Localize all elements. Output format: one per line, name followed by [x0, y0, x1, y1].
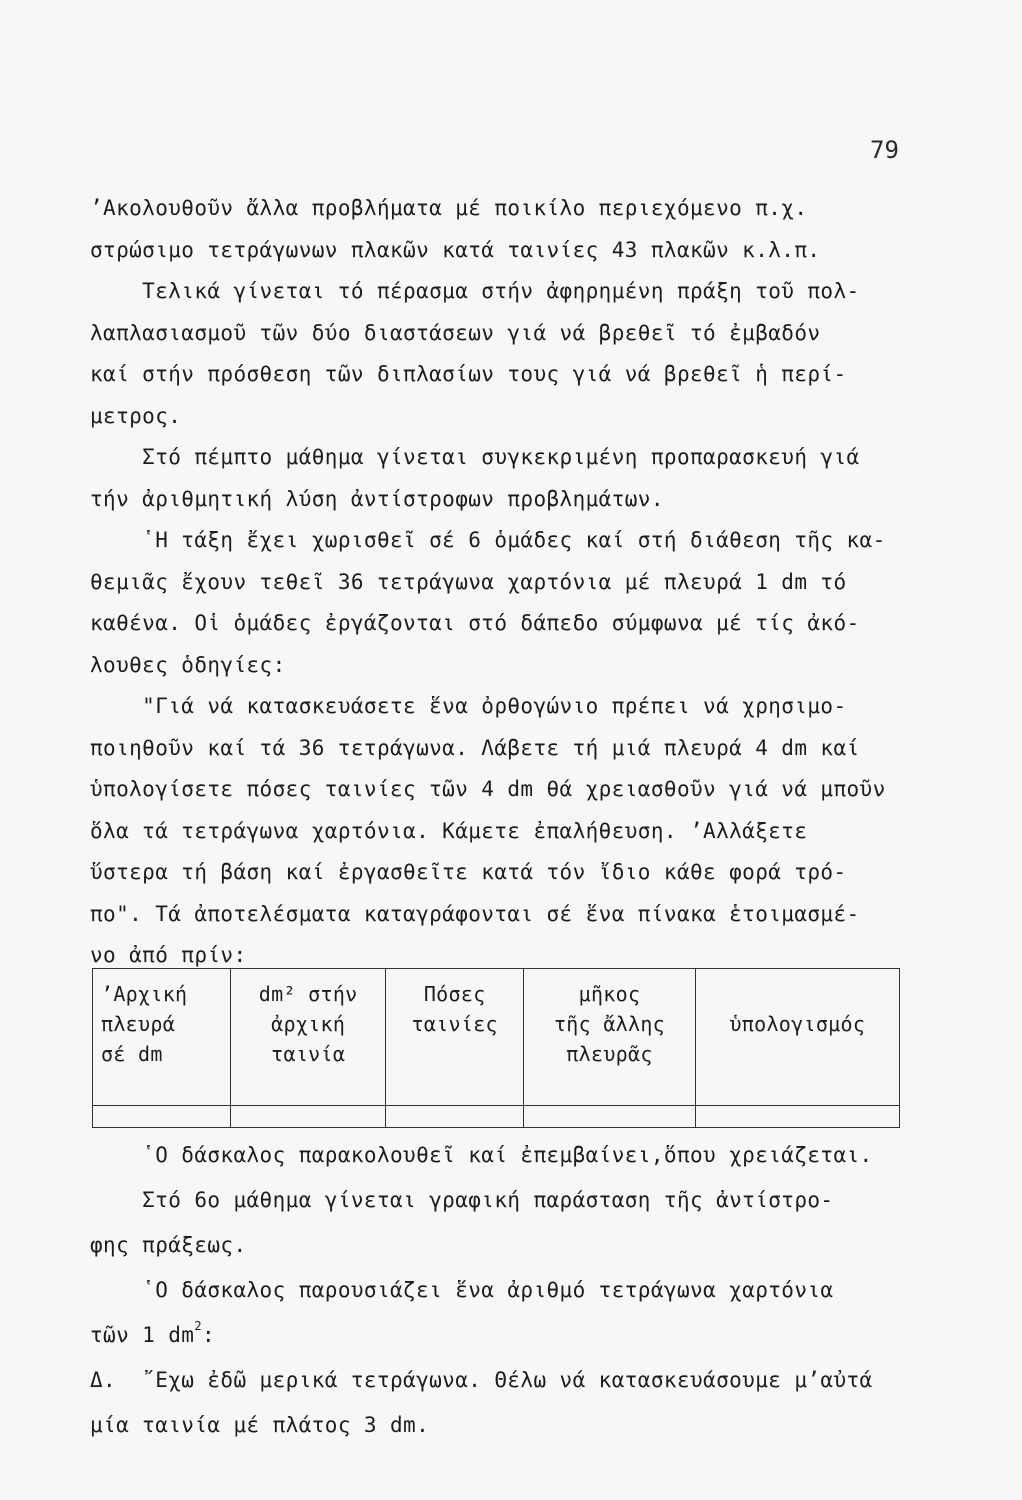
text-line: λουθες ὁδηγίες: [90, 652, 286, 677]
text-line: πο". Τά ἀποτελέσματα καταγράφονται σέ ἕνα πίνακα ἑτοιμασμέ- [90, 901, 860, 926]
table-header-cell: Πόσες ταινίες [386, 969, 524, 1106]
table-header-cell: ’Αρχική πλευρά σέ dm [93, 969, 231, 1106]
text-line: τήν ἀριθμητική λύση ἀντίστροφων προβλημάτων. [90, 486, 664, 511]
text-line: "Γιά νά κατασκευάσετε ἕνα ὀρθογώνιο πρέπει νά χρησιμο- [90, 694, 847, 718]
table-row [93, 1106, 900, 1128]
table-cell [695, 1106, 899, 1128]
text-span: : [201, 1323, 216, 1347]
text-line: Τελικά γίνεται τό πέρασμα στήν ἀφηρημένη πράξη τοῦ πολ- [90, 279, 860, 303]
text-span: τῶν 1 dm [90, 1323, 195, 1347]
page-number: 79 [870, 136, 899, 164]
text-line: ῾Ο δάσκαλος παρακολουθεῖ καί ἐπεμβαίνει,ὅπου χρειάζεται. [90, 1143, 873, 1167]
text-line: ῾Ο δάσκαλος παρουσιάζει ἕνα ἀριθμό τετράγωνα χαρτόνια [90, 1278, 834, 1302]
table-header-row [93, 969, 900, 1106]
text-line: ὑπολογίσετε πόσες ταινίες τῶν 4 dm θά χρειασθοῦν γιά νά μποῦν [90, 777, 886, 801]
text-line: ’Ακολουθοῦν ἄλλα προβλήματα μέ ποικίλο περιεχόμενο π.χ. [90, 196, 808, 220]
text-line: ὕστερα τή βάση καί ἐργασθεῖτε κατά τόν ἴδιο κάθε φορά τρό- [90, 860, 847, 884]
text-line: φης πράξεως. [90, 1233, 247, 1257]
text-line: θεμιᾶς ἔχουν τεθεῖ 36 τετράγωνα χαρτόνια μέ πλευρά 1 dm τό [90, 569, 847, 594]
text-line: στρώσιμο τετράγωνων πλακῶν κατά ταινίες 43 πλακῶν κ.λ.π. [90, 237, 821, 262]
results-table [92, 968, 900, 1128]
text-line: λαπλασιασμοῦ τῶν δύο διαστάσεων γιά νά βρεθεῖ τό ἐμβαδόν [90, 320, 821, 345]
table-header-cell: μῆκος τῆς ἄλλης πλευρᾶς [524, 969, 695, 1106]
text-line: ποιηθοῦν καί τά 36 τετράγωνα. Λάβετε τή μιά πλευρά 4 dm καί [90, 735, 860, 760]
text-line: καί στήν πρόσθεση τῶν διπλασίων τους γιά νά βρεθεῖ ἡ περί- [90, 362, 847, 386]
text-line-dm2 [90, 1320, 950, 1350]
text-line: Δ. ῎Εχω ἐδῶ μερικά τετράγωνα. Θέλω νά κατασκευάσουμε μ’αὐτά [90, 1368, 873, 1392]
text-line: καθένα. Οἱ ὁμάδες ἐργάζονται στό δάπεδο σύμφωνα μέ τίς ἀκό- [90, 611, 860, 635]
text-line: ῾Η τάξη ἔχει χωρισθεῖ σέ 6 ὁμάδες καί στή διάθεση τῆς κα- [90, 528, 886, 552]
text-line: μετρος. [90, 403, 182, 428]
table-header-cell: ὑπολογισμός [695, 969, 899, 1106]
table-cell [524, 1106, 695, 1128]
text-line: μία ταινία μέ πλάτος 3 dm. [90, 1413, 430, 1437]
text-line: νο ἀπό πρίν: [90, 943, 247, 967]
superscript: 2 [194, 1319, 202, 1333]
table-header-cell: dm² στήν ἀρχική ταινία [231, 969, 386, 1106]
table-cell [231, 1106, 386, 1128]
table-cell [386, 1106, 524, 1128]
text-line: Στό πέμπτο μάθημα γίνεται συγκεκριμένη προπαρασκευή γιά [90, 445, 860, 469]
text-line: Στό 6ο μάθημα γίνεται γραφική παράσταση τῆς ἀντίστρο- [90, 1188, 834, 1212]
table-cell [93, 1106, 231, 1128]
text-line: ὅλα τά τετράγωνα χαρτόνια. Κάμετε ἐπαλήθευση. ’Αλλάξετε [90, 818, 808, 843]
